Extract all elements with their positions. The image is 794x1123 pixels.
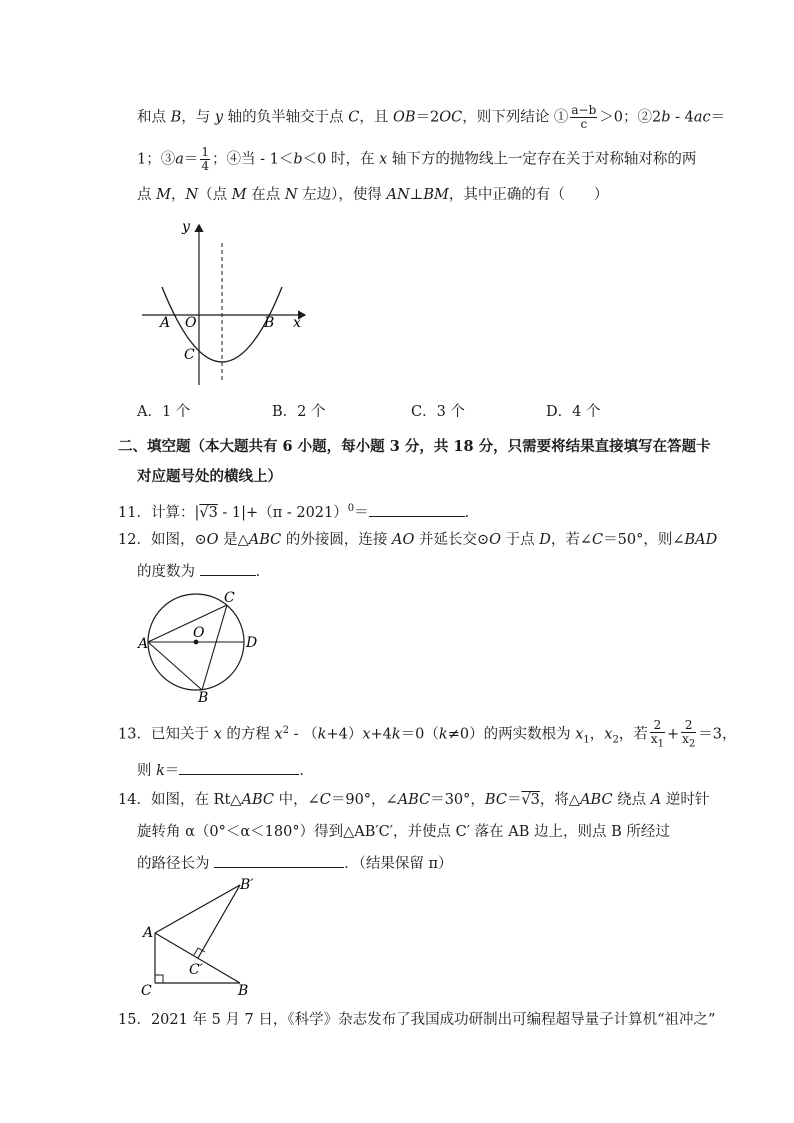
q11-answer-blank[interactable] (369, 502, 465, 517)
circle-figure (135, 590, 265, 705)
parabola-graph (130, 215, 320, 395)
q13-line-1: 13．已知关于 x 的方程 $x^2 - (k+4)x+4k=0(k\ne 0)$的两实数根为 $x_1$，$x_2$，若 $\frac{2}{x_1}$ + $\frac{2}{x_2}$ ＝3， (118, 718, 737, 750)
section-2-heading-line-2: 对应题号处的横线上） (137, 468, 282, 485)
q12-line-2: 的度数为 ． (137, 561, 270, 582)
q10-line-2: 1；③a＝ $\frac{1}{4}$ ；④当 - 1＜b＜0 时，在 x 轴下方的抛物线上一定存在关于对称轴对称的两 (137, 145, 697, 173)
fraction-one-quarter: $\frac{1}{4}$ (201, 145, 210, 173)
option-b: B．2 个 (272, 404, 326, 420)
q12-answer-blank[interactable] (200, 561, 256, 576)
rotation-triangle-figure (135, 875, 265, 1000)
label-B: B (238, 983, 249, 999)
segment-cb (202, 605, 227, 690)
label-A: A (138, 636, 149, 652)
section-2-heading-line-1: 二、填空题（本大题共有 6 小题，每小题 3 分，共 18 分，只需要将结果直接填写在答题卡 (118, 438, 711, 455)
label-x: x (293, 315, 301, 331)
option-c: C．3 个 (411, 404, 465, 420)
q10-line-3: 点 M，N（点 M 在点 N 左边），使得 AN⊥BM，其中正确的有（ ） (137, 187, 609, 203)
label-B: B (198, 690, 209, 705)
label-D: D (246, 635, 258, 651)
option-a: A．1 个 (137, 404, 191, 420)
segment-ab (148, 642, 202, 690)
label-C: C (184, 347, 195, 363)
label-A: A (160, 315, 171, 331)
label-B: B (264, 315, 275, 331)
label-A: A (143, 925, 154, 941)
q11: 11．计算：|√3 - 1|+（π - 2021）$^0$＝ ． (118, 503, 480, 521)
label-B-prime: B′ (240, 877, 254, 893)
fraction-a-minus-b-over-c: $\frac{a-b}{c}$ (571, 103, 597, 131)
q14-line-1: 14．如图，在 Rt△ABC 中，∠C＝90°，∠ABC＝30°，BC＝√3，将△ABC 绕点 A 逆时针 (118, 792, 710, 808)
q13-line-2: 则 k＝ ． (137, 760, 314, 781)
right-angle-mark-c (155, 975, 163, 983)
q14-line-3: 的路径长为 ．（结果保留 π） (137, 853, 453, 874)
label-O: O (193, 625, 205, 641)
segment-ab-prime (155, 885, 240, 933)
q15-line-1: 15．2021 年 5 月 7 日，《科学》杂志发布了我国成功研制出可编程超导量子计算机“祖冲之” (118, 1012, 716, 1028)
option-d: D．4 个 (546, 404, 601, 420)
label-y: y (182, 219, 190, 235)
label-C: C (141, 983, 152, 999)
q10-line-1: 和点 B，与 y 轴的负半轴交于点 C，且 OB＝2OC，则下列结论 ① $\frac{a-b}{c}$ ＞0；②2b - 4ac＝ (137, 103, 726, 131)
q14-line-2: 旋转角 α（0°＜α＜180°）得到△AB′C′，并使点 C′ 落在 AB 边上，则点 B 所经过 (137, 824, 670, 840)
label-O: O (185, 315, 197, 331)
fraction-2-over-x2: $\frac{2}{x_2}$ (682, 718, 696, 750)
q12-line-1: 12．如图，⊙O 是△ABC 的外接圆，连接 AO 并延长交⊙O 于点 D，若∠C＝50°，则∠BAD (118, 532, 718, 548)
label-C: C (224, 590, 235, 606)
fraction-2-over-x1: $\frac{2}{x_1}$ (650, 718, 664, 750)
label-C-prime: C′ (189, 962, 203, 978)
q14-answer-blank[interactable] (214, 853, 344, 868)
q13-answer-blank[interactable] (179, 760, 299, 775)
segment-b-prime-c-prime (198, 885, 240, 958)
